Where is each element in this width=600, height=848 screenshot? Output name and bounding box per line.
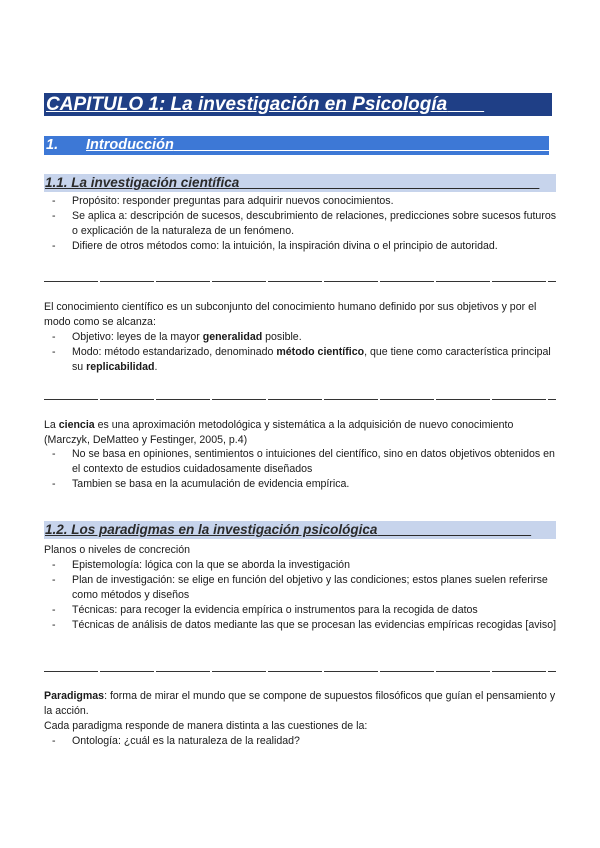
list-item: - Objetivo: leyes de la mayor generalidad posible. — [52, 330, 557, 345]
list-conocimiento — [52, 330, 557, 375]
section-title: Introducción — [86, 137, 174, 153]
list-item: - Epistemología: lógica con la que se aborda la investigación — [52, 558, 557, 573]
section-number: 1. — [46, 137, 59, 153]
list-item: - Se aplica a: descripción de sucesos, descubrimiento de relaciones, predicciones sobre sucesos futuros o explicación de la naturaleza de un fenómeno. — [52, 209, 557, 239]
divider-line — [44, 399, 556, 400]
section-heading-introduccion — [44, 136, 549, 155]
list-item: - Difiere de otros métodos como: la intuición, la inspiración divina o el principio de autoridad. — [52, 239, 557, 254]
list-item: - Ontología: ¿cuál es la naturaleza de la realidad? — [52, 734, 557, 749]
chapter-title: CAPITULO 1: La investigación en Psicología — [44, 93, 552, 116]
list-item: - Modo: método estandarizado, denominado método científico, que tiene como característica principal su replicabilidad. — [52, 345, 557, 375]
list-planos — [52, 558, 557, 633]
list-item: - No se basa en opiniones, sentimientos o intuiciones del científico, sino en datos objetivos obtenidos en el contexto de estudios cuidadosamente diseñados — [52, 447, 557, 477]
divider-line — [44, 281, 556, 282]
paragraph-paradigma-cuestiones: Cada paradigma responde de manera distinta a las cuestiones de la: — [44, 720, 368, 732]
list-item: - Técnicas: para recoger la evidencia empírica o instrumentos para la recogida de datos — [52, 603, 557, 618]
paragraph-paradigmas: Paradigmas: forma de mirar el mundo que se compone de supuestos filosóficos que guían el pensamiento y la acción. — [44, 690, 556, 717]
list-item: - Tambien se basa en la acumulación de evidencia empírica. — [52, 477, 557, 492]
list-paradigmas — [52, 734, 557, 749]
list-item: - Técnicas de análisis de datos mediante las que se procesan las evidencias empíricas recogidas [aviso] — [52, 618, 557, 633]
paragraph-ciencia: La ciencia es una aproximación metodológica y sistemática a la adquisición de nuevo conocimiento (Marczyk, DeMatteo y Festinger, 2005, p.4) — [44, 419, 514, 446]
divider-line — [44, 671, 556, 672]
list-item: - Propósito: responder preguntas para adquirir nuevos conocimientos. — [52, 194, 557, 209]
paragraph-conocimiento: El conocimiento científico es un subconjunto del conocimiento humano definido por sus objetivos y por el modo como se alcanza: — [44, 301, 537, 328]
paragraph-planos: Planos o niveles de concreción — [44, 544, 191, 556]
subsection-heading-investigacion-cientifica: 1.1. La investigación científica — [44, 174, 556, 192]
list-investigacion-cientifica — [52, 194, 557, 254]
subsection-heading-paradigmas: 1.2. Los paradigmas en la investigación psicológica — [44, 521, 556, 539]
list-ciencia — [52, 447, 557, 492]
list-item: - Plan de investigación: se elige en función del objetivo y las condiciones; estos planes suelen referirse como métodos y diseños — [52, 573, 557, 603]
